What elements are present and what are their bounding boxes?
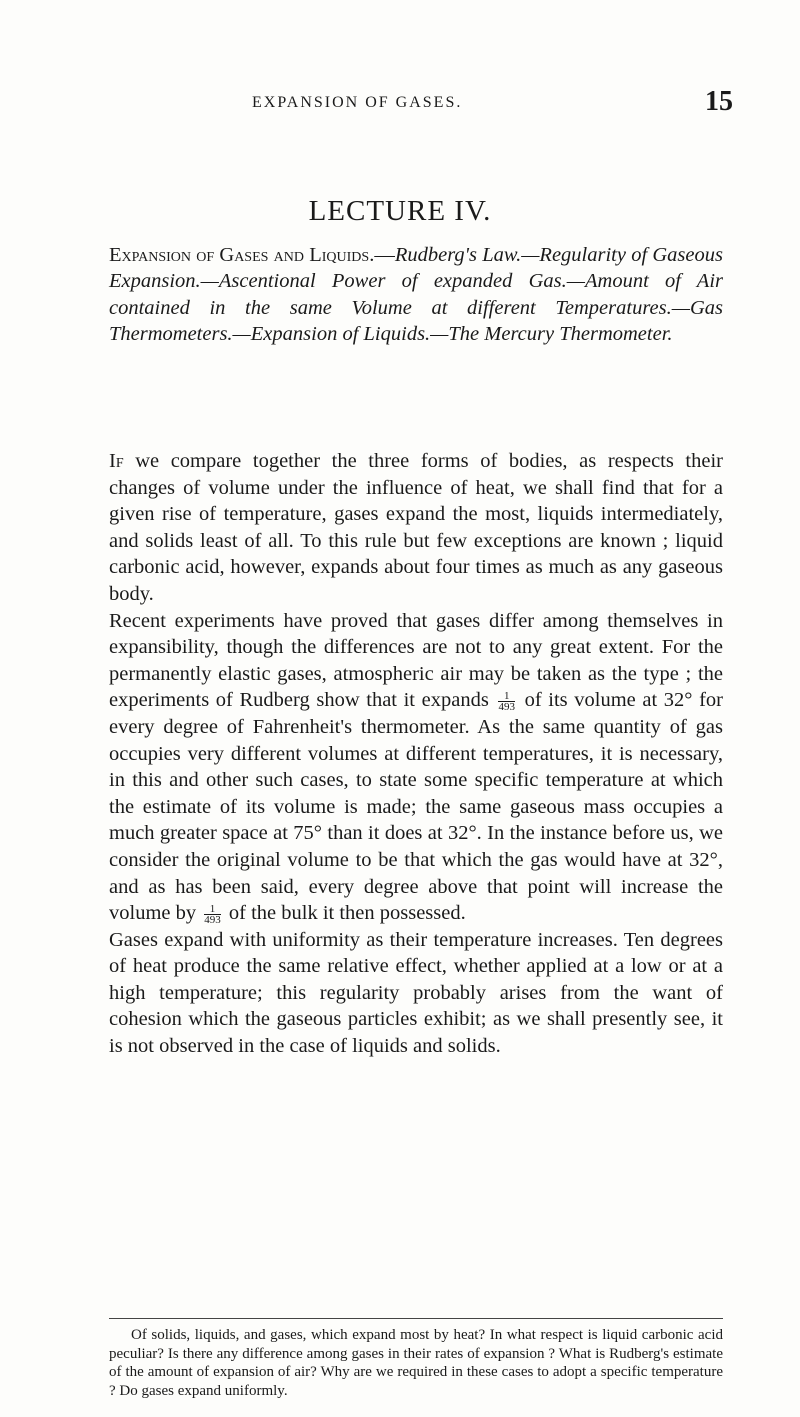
- footnote-divider: [109, 1318, 723, 1319]
- fraction-denominator: 493: [498, 701, 515, 714]
- paragraph-2-part-2: of its volume at 32° for every degree of Fahrenheit's thermometer. As the same quantity of gas occupies very different volumes at different temperatures, it is necessary, in this and other such cases, to state some specific temperature at which the estimate of its volume is made; the same gaseous mass occupies a much greater space at 75° than it does at 32°. In the instance before us, we consider the original volume to be that which the gas would have at 32°, and as has been said, every degree above that point will increase the volume by: [109, 689, 723, 925]
- paragraph-2-part-3: of the bulk it then possessed.: [228, 902, 466, 925]
- summary-lead: Expansion of Gases and Liquids.: [109, 244, 375, 266]
- summary-topics: —Regularity of Gaseous Expansion.—Ascentional Power of expanded Gas.—Amount of Air contained in the same Volume at different Temperatures.—Gas Thermometers.—Expansion of Liquids.—The Mercury Thermometer.: [109, 244, 723, 346]
- fraction-denominator: 493: [204, 913, 221, 926]
- summary-topic-rudberg: Rudberg's Law.: [394, 244, 522, 266]
- paragraph-3: Gases expand with uniformity as their temperature increases. Ten degrees of heat produce the same relative effect, whether applied at a low or at a high temperature; this regularity probably arises from the want of cohesion which the gaseous particles exhibit; as we shall presently see, it is not observed in the case of liquids and solids.: [109, 928, 723, 1058]
- paragraph-1: [109, 448, 723, 608]
- fraction-numerator: 1: [498, 691, 515, 702]
- chapter-summary: [109, 242, 723, 348]
- paragraph-1-opening: If: [109, 450, 124, 472]
- paragraph-2: [109, 608, 723, 927]
- fraction-numerator: 1: [204, 904, 221, 915]
- page-number: 15: [705, 86, 733, 117]
- lecture-title: LECTURE IV.: [308, 195, 492, 227]
- paragraph-2-part-1: Recent experiments have proved that gases differ among themselves in expansibility, though the differences are not to any great extent. For the permanently elastic gases, atmospheric air may be taken as the type ; the experiments of Rudberg show that it expands: [109, 609, 723, 712]
- fraction-one-493: [498, 691, 515, 712]
- review-questions: Of solids, liquids, and gases, which expand most by heat? In what respect is liquid carbonic acid peculiar? Is there any difference among gases in their rates of expansion ? What is Rudberg's estimate of the amount of expansion of air? Why are we required in these cases to adopt a specific temperature ? Do gases expand uniformly.: [109, 1327, 723, 1399]
- fraction-one-493-second: [204, 904, 221, 925]
- summary-dash: —: [374, 244, 395, 266]
- paragraph-1-text: we compare together the three forms of bodies, as respects their changes of volume under the influence of heat, we shall find that for a given rise of temperature, gases expand the most, liquids intermediately, and solids least of all. To this rule but few exceptions are known ; liquid carbonic acid, however, expands about four times as much as any gaseous body.: [109, 450, 723, 605]
- body-text: [109, 448, 723, 1060]
- running-head: [0, 86, 800, 126]
- running-title: EXPANSION OF GASES.: [252, 94, 463, 111]
